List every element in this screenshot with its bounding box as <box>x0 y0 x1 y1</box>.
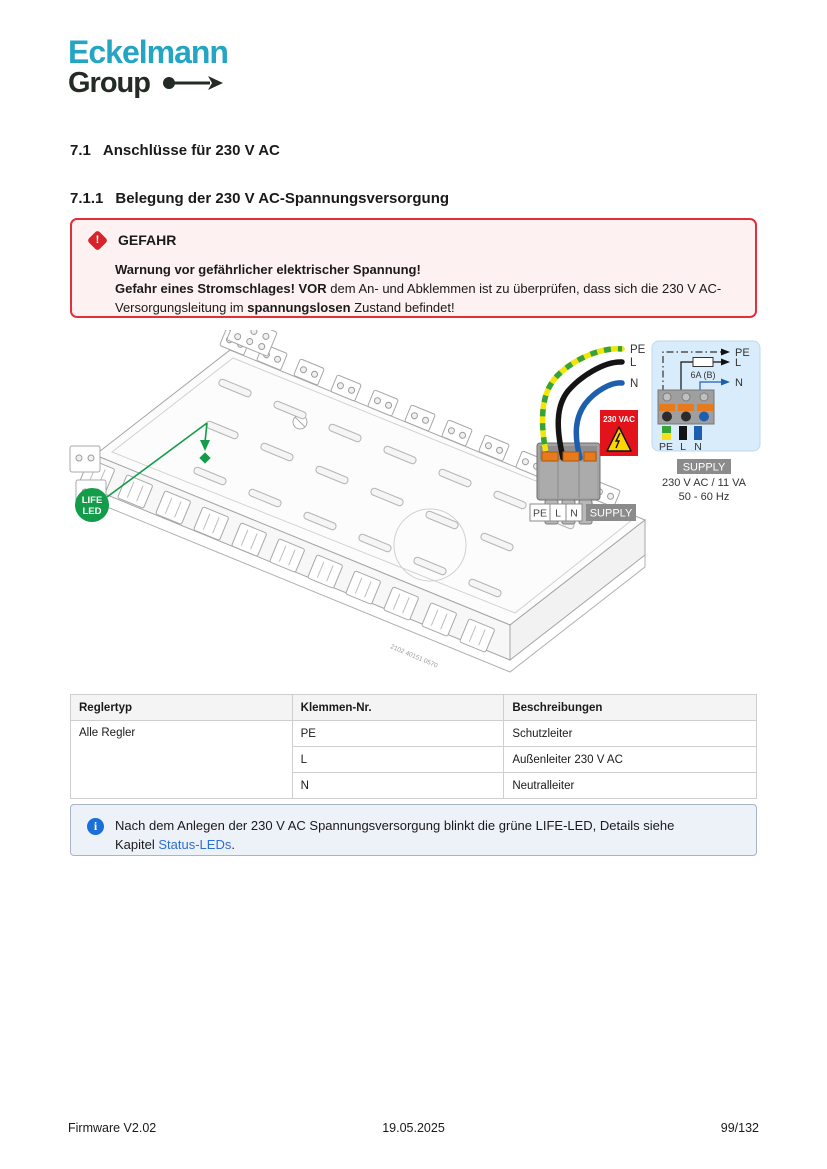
wire-label-n: N <box>630 378 639 390</box>
cell-reglertyp: Alle Regler <box>71 721 293 799</box>
wiring-diagram <box>0 330 827 695</box>
device-serial: 2102 40151 0570 <box>389 643 439 670</box>
info-text-before: Nach dem Anlegen der 230 V AC Spannungsversorgung blinkt die grüne LIFE-LED, Details siehe Kapitel <box>115 818 675 852</box>
info-icon: i <box>87 818 104 835</box>
svg-text:SUPPLY: SUPPLY <box>682 461 726 474</box>
table-header-row <box>71 695 757 721</box>
svg-text:LED: LED <box>82 506 102 517</box>
col-header-klemmen: Klemmen-Nr. <box>292 695 504 721</box>
n-color-swatch <box>694 426 702 440</box>
svg-text:PE: PE <box>658 441 674 453</box>
cell-klemme: PE <box>292 721 504 747</box>
danger-line2-bold2: spannungslosen <box>247 300 351 315</box>
logo-wordmark-group: Group <box>68 68 228 98</box>
danger-line2-bold: Gefahr eines Stromschlages! VOR <box>115 281 327 296</box>
svg-text:LIFE: LIFE <box>81 495 103 506</box>
wire-label-l: L <box>630 357 637 369</box>
supply-rating <box>662 459 747 503</box>
fuse-icon <box>693 358 713 367</box>
status-leds-link[interactable]: Status-LEDs <box>158 837 232 852</box>
subsection-number: 7.1.1 <box>70 190 104 207</box>
danger-text <box>115 260 733 317</box>
footer-firmware: Firmware V2.02 <box>68 1121 157 1135</box>
footer-page-number: 99/132 <box>720 1121 759 1135</box>
rating-frequency: 50 - 60 Hz <box>678 491 730 503</box>
subsection-title: Belegung der 230 V AC-Spannungsversorgung <box>115 190 450 207</box>
info-text-after: . <box>231 837 235 852</box>
col-header-beschreibungen: Beschreibungen <box>504 695 757 721</box>
device-illustration <box>0 330 827 695</box>
logo-wordmark-eckelmann: Eckelmann <box>68 34 228 70</box>
svg-text:SUPPLY: SUPPLY <box>589 507 633 520</box>
pe-color-swatch <box>662 426 671 433</box>
footer-date: 19.05.2025 <box>382 1121 445 1135</box>
cell-beschreibung: Außenleiter 230 V AC <box>504 747 757 773</box>
l-color-swatch <box>679 426 687 440</box>
svg-text:230 VAC: 230 VAC <box>603 415 635 424</box>
danger-title: GEFAHR <box>118 232 177 248</box>
cell-beschreibung: Schutzleiter <box>504 721 757 747</box>
fuse-rating: 6A (B) <box>690 370 716 380</box>
svg-text:PE: PE <box>532 507 548 520</box>
col-header-reglertyp: Reglertyp <box>71 695 293 721</box>
rating-voltage: 230 V AC / 11 VA <box>662 477 746 489</box>
svg-text:PE: PE <box>735 347 750 359</box>
danger-line2-end: Zustand befindet! <box>350 300 455 315</box>
svg-text:N: N <box>735 377 743 389</box>
cell-klemme: N <box>292 773 504 799</box>
terminal-table <box>70 694 757 799</box>
svg-text:N: N <box>570 507 578 520</box>
supply-schematic <box>652 341 760 453</box>
svg-text:L: L <box>735 357 742 369</box>
danger-header <box>90 232 176 248</box>
danger-diamond-icon: ! <box>87 229 108 250</box>
info-text <box>115 816 715 854</box>
wire-label-pe: PE <box>630 344 646 356</box>
voltage-warning-badge <box>600 410 638 456</box>
danger-line2-rest: dem An- und Abklemmen ist zu überprüfen, dass sich die 230 V AC-Versorgungsleitung im <box>115 281 722 315</box>
danger-line1: Warnung vor gefährlicher elektrischer Spannung! <box>115 262 421 277</box>
svg-text:N: N <box>694 441 702 453</box>
cell-beschreibung: Neutralleiter <box>504 773 757 799</box>
svg-text:L: L <box>680 441 686 453</box>
danger-warning-box <box>70 218 757 318</box>
info-note-box <box>70 804 757 856</box>
logo-arrow-icon <box>162 74 224 92</box>
svg-text:L: L <box>555 507 561 520</box>
section-heading <box>70 142 280 159</box>
section-number: 7.1 <box>70 142 91 159</box>
cell-klemme: L <box>292 747 504 773</box>
section-title: Anschlüsse für 230 V AC <box>102 142 280 159</box>
company-logo <box>68 36 228 98</box>
table-row <box>71 721 757 747</box>
subsection-heading <box>70 190 449 207</box>
